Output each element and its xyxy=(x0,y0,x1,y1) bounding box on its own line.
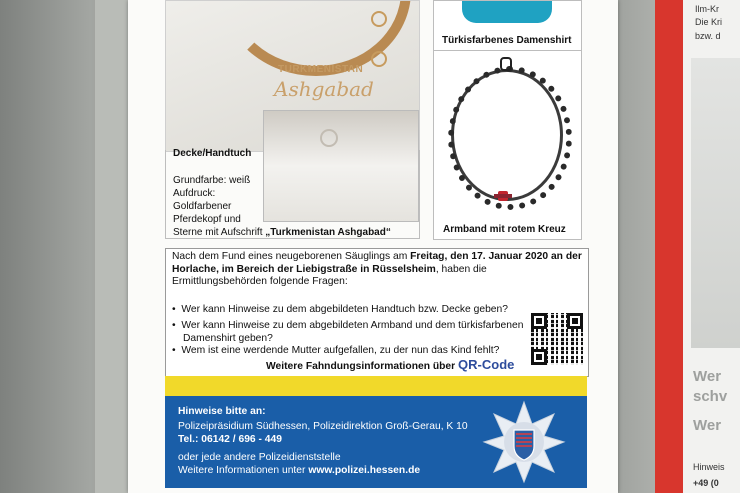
question-3: • Wem ist eine werdende Mutter aufgefallen, zu der nun das Kind fehlt? xyxy=(172,345,500,356)
neighbor-text-2: Die Kri xyxy=(695,17,723,27)
police-star-badge-icon xyxy=(482,400,566,484)
contact-panel xyxy=(165,396,587,488)
towel-emblem xyxy=(320,129,338,147)
neighbor-poster xyxy=(683,0,740,493)
blanket-desc-2: Aufdruck: xyxy=(173,188,216,199)
turquoise-shirt-photo xyxy=(462,1,552,23)
contact-other: oder jede andere Polizeidienststelle xyxy=(178,452,341,463)
bracelet-title: Armband mit rotem Kreuz xyxy=(443,224,566,235)
shirt-box xyxy=(433,0,582,52)
shirt-title: Türkisfarbenes Damenshirt xyxy=(442,35,572,46)
neighbor-bottom-2: +49 (0 xyxy=(693,478,719,488)
yellow-band xyxy=(165,376,587,396)
intro-date: Freitag, den 17. Januar 2020 xyxy=(410,251,549,262)
blanket-title: Decke/Handtuch xyxy=(173,148,252,159)
contact-title: Hinweise bitte an: xyxy=(178,406,266,417)
blanket-inscription: „Turkmenistan Ashgabad“ xyxy=(265,227,391,238)
blanket-desc-1: Grundfarbe: weiß xyxy=(173,175,251,186)
contact-phone: Tel.: 06142 / 696 - 449 xyxy=(178,434,282,445)
qr-code-label: QR-Code xyxy=(458,357,515,372)
blanket-desc-3: Goldfarbener xyxy=(173,201,232,212)
intro-prefix: Nach dem Fund eines neugeborenen Säuglings am xyxy=(172,251,411,262)
more-info-text: Weitere Fahndungsinformationen über xyxy=(266,361,456,372)
question-2: • Wer kann Hinweise zu dem abgebildeten Armband und dem türkisfarbenen Damenshirt geben? xyxy=(172,320,524,344)
intro-text xyxy=(172,251,582,289)
red-poster-border xyxy=(655,0,685,493)
contact-address: Polizeipräsidium Südhessen, Polizeidirektion Groß-Gerau, K 10 xyxy=(178,421,468,432)
intro-place: an der Horlache, im Bereich der Liebigstraße in Rüsselsheim xyxy=(172,251,582,275)
neighbor-text-1: Ilm-Kr xyxy=(695,4,719,14)
blanket-desc-4: Pferdekopf und xyxy=(173,214,241,225)
neighbor-photo xyxy=(691,58,740,348)
blanket-desc-5: Sterne mit Aufschrift xyxy=(173,227,266,238)
neighbor-text-3: bzw. d xyxy=(695,31,721,41)
red-cross-bead xyxy=(498,191,508,201)
neighbor-heading-2: schv xyxy=(693,388,728,405)
contact-web-prefix: Weitere Informationen unter xyxy=(178,465,309,476)
intro-suffix: , haben die Ermittlungsbehörden folgende Fragen: xyxy=(172,263,487,287)
bracelet-box xyxy=(433,50,582,240)
info-box xyxy=(165,248,589,377)
contact-web-line xyxy=(178,465,420,477)
star-icon xyxy=(371,11,387,27)
contact-web-link[interactable]: www.polizei.hessen.de xyxy=(308,465,421,476)
neighbor-bottom-1: Hinweis xyxy=(693,462,725,472)
neighbor-heading-3: Wer xyxy=(693,417,722,434)
towel-photo xyxy=(263,110,419,222)
blanket-print-script: Ashgabad xyxy=(274,77,374,101)
bracelet-beads xyxy=(448,66,572,210)
star-icon xyxy=(371,51,387,67)
neighbor-heading-1: Wer xyxy=(693,368,722,385)
bracelet-knot xyxy=(500,57,512,71)
blanket-print-text: TURKMENISTAN xyxy=(278,64,364,75)
question-1: • Wer kann Hinweise zu dem abgebildeten Handtuch bzw. Decke geben? xyxy=(172,304,508,315)
more-info-line xyxy=(266,357,514,372)
